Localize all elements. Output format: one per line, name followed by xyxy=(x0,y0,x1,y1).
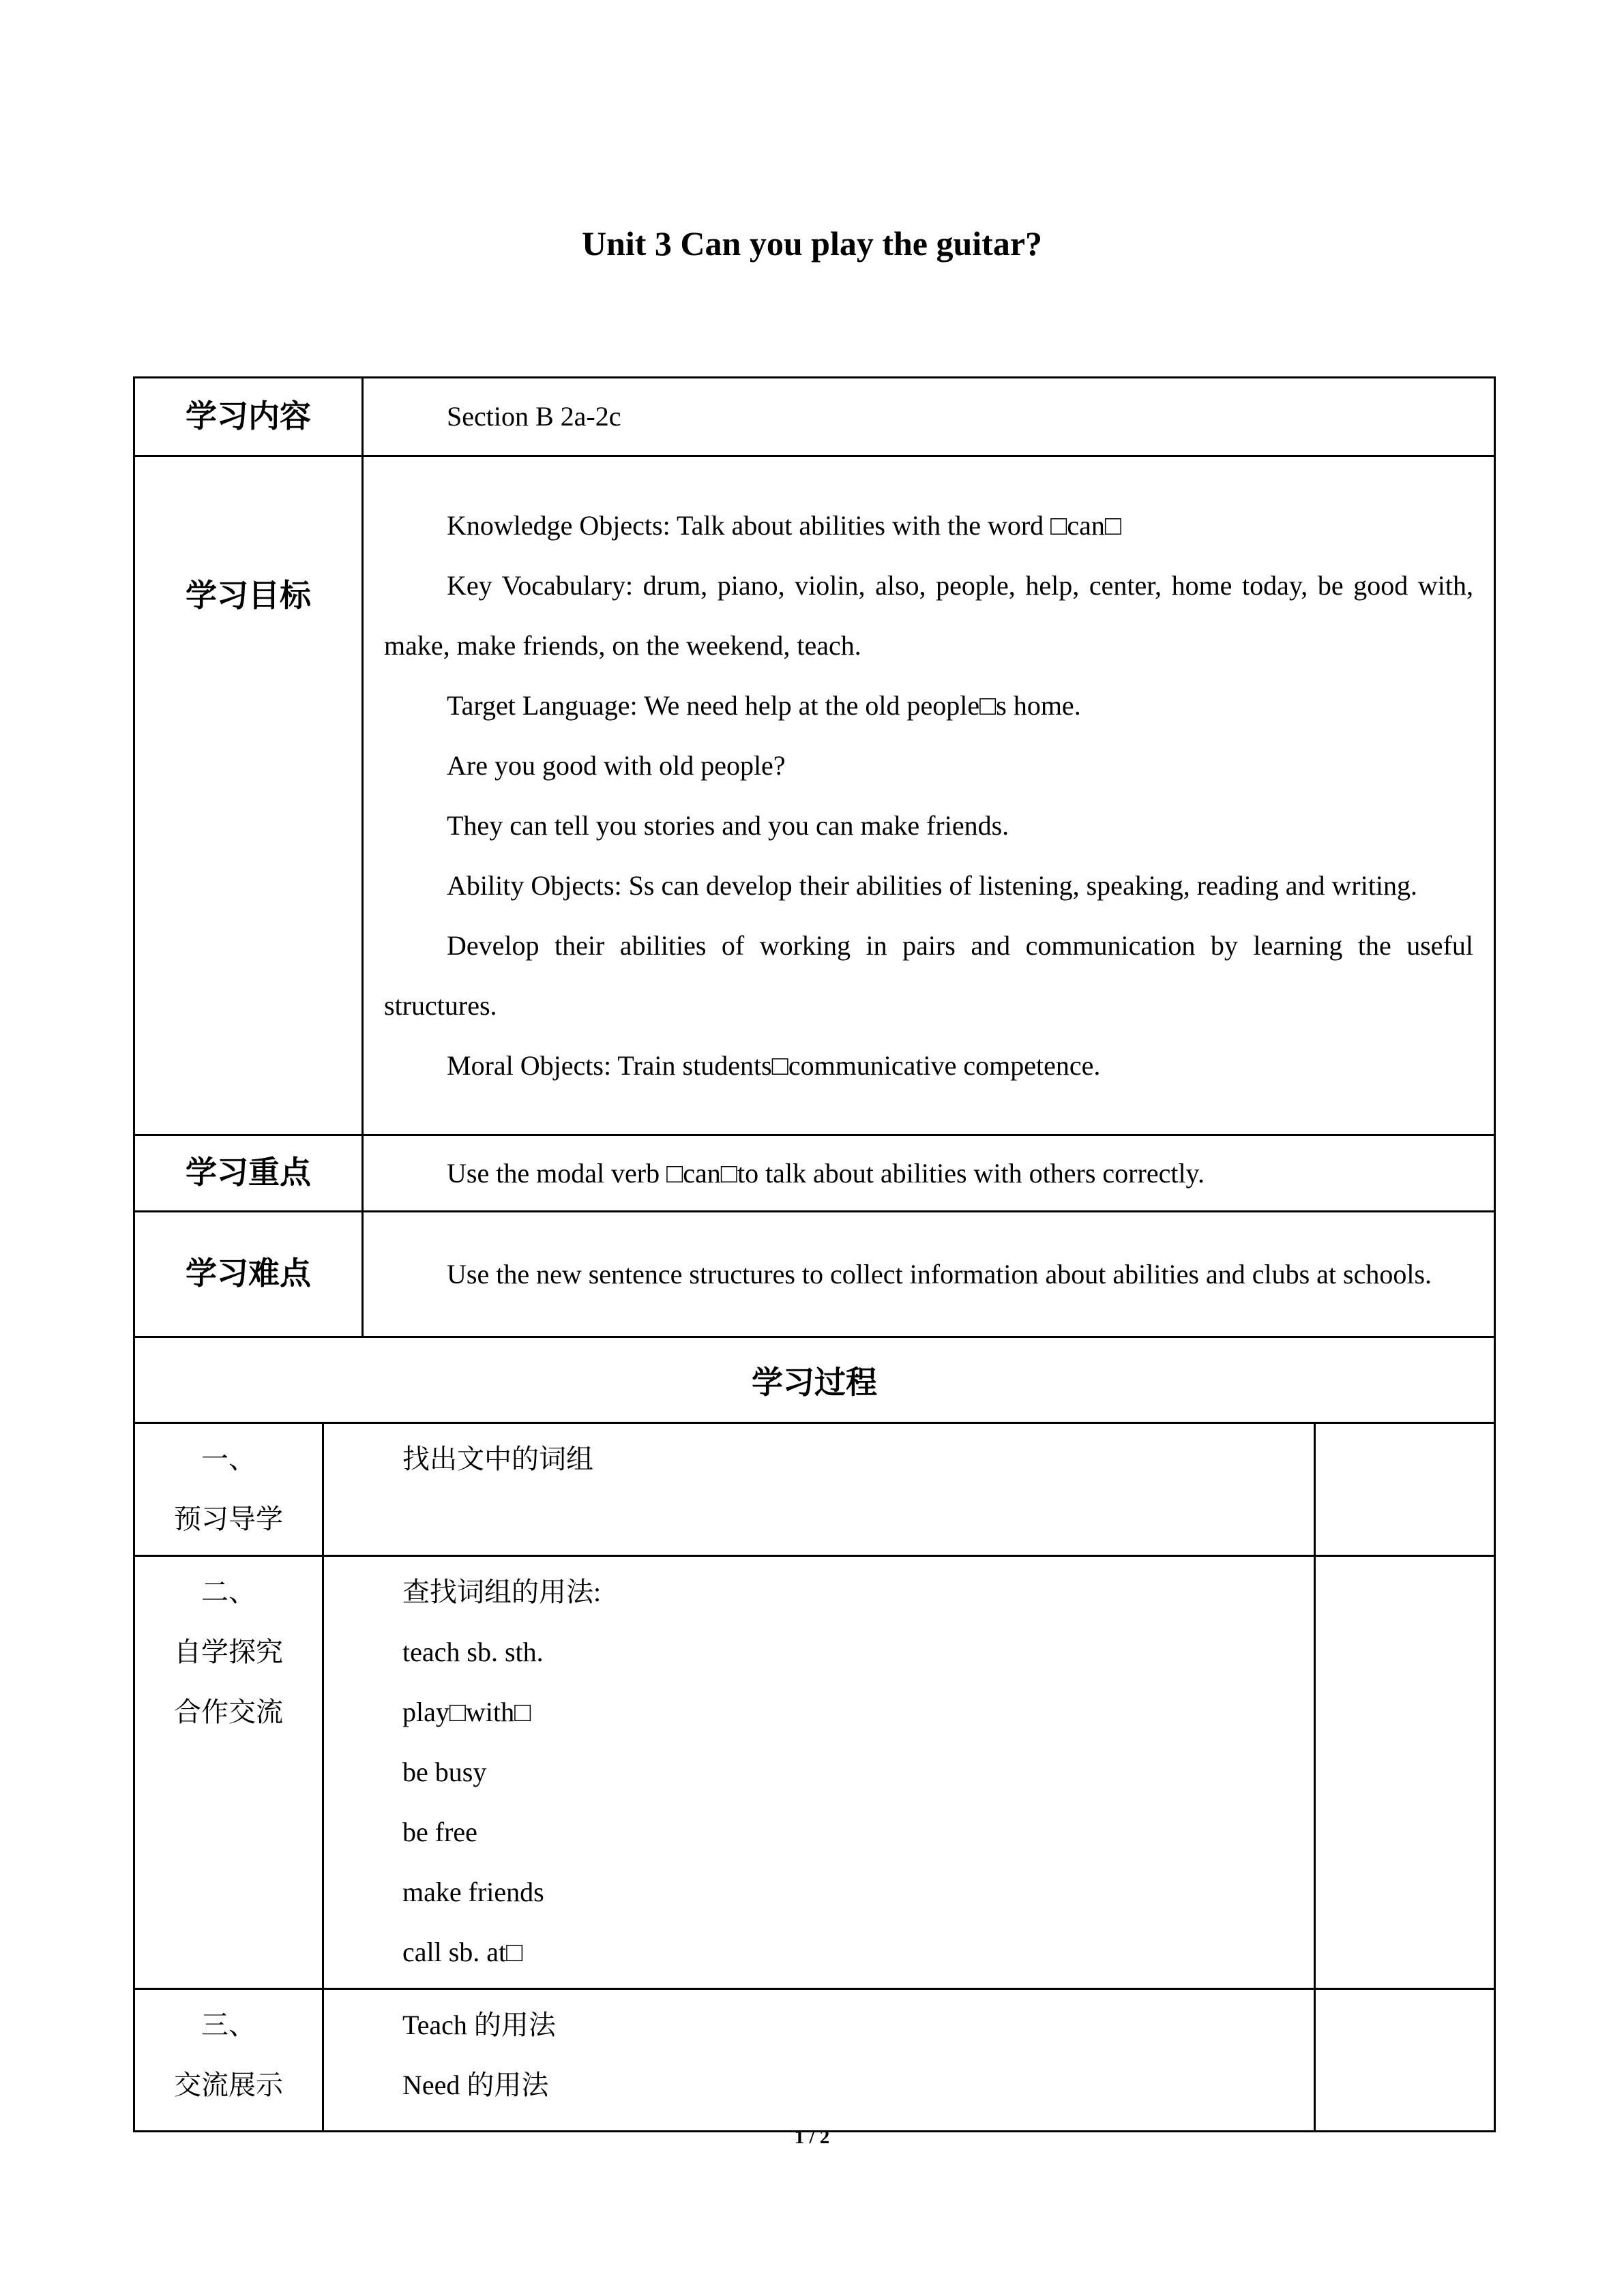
goals-paragraph: Moral Objects: Train students□communicative competence. xyxy=(447,1049,1101,1081)
process-content-line: 查找词组的用法: xyxy=(402,1577,602,1607)
process-content-line: teach sb. sth. xyxy=(402,1637,544,1667)
process-row-1-label xyxy=(134,1423,323,1556)
cell-difficult-points xyxy=(363,1212,1495,1337)
table-row-difficult-points xyxy=(134,1212,1495,1337)
process-label-line: 一、 xyxy=(201,1444,256,1474)
key-points-value: Use the modal verb □can□to talk about abilities with others correctly. xyxy=(447,1157,1205,1189)
process-label-line: 三、 xyxy=(201,2010,256,2040)
process-label-line: 交流展示 xyxy=(174,2070,283,2100)
goals-paragraph: They can tell you stories and you can make friends. xyxy=(447,809,1009,841)
page-number: 1 / 2 xyxy=(794,2126,830,2148)
process-row-1 xyxy=(134,1423,1495,1556)
process-row-3 xyxy=(134,1989,1495,2132)
difficult-points-value: Use the new sentence structures to collect information about abilities and clubs at schools. xyxy=(447,1258,1432,1289)
goals-paragraph: Knowledge Objects: Talk about abilities with the word □can□ xyxy=(447,509,1122,541)
cell-learning-goals xyxy=(363,456,1495,1135)
process-content-line: make friends xyxy=(402,1877,544,1907)
process-content-line: call sb. at□ xyxy=(402,1937,523,1967)
process-row-1-content xyxy=(323,1423,1315,1556)
process-content-line: be busy xyxy=(402,1757,487,1787)
process-row-2-content xyxy=(323,1556,1315,1989)
goals-paragraph: Ability Objects: Ss can develop their abilities of listening, speaking, reading and writing. xyxy=(447,869,1418,901)
process-row-2-label xyxy=(134,1556,323,1989)
process-label-line: 合作交流 xyxy=(174,1697,283,1727)
process-header: 学习过程 xyxy=(134,1337,1495,1423)
process-content-line: 找出文中的词组 xyxy=(402,1444,593,1474)
process-content-line: be free xyxy=(402,1817,477,1847)
table-row-key-points xyxy=(134,1135,1495,1212)
process-row-3-label xyxy=(134,1989,323,2132)
table-row-learning-content xyxy=(134,378,1495,456)
info-table xyxy=(133,376,1496,1424)
lesson-plan-table xyxy=(133,376,1494,2132)
process-row-2-notes xyxy=(1315,1556,1495,1989)
process-row-3-content xyxy=(323,1989,1315,2132)
goals-paragraph: Target Language: We need help at the old people□s home. xyxy=(447,689,1081,721)
process-content-line: Teach 的用法 xyxy=(402,2010,556,2040)
table-row-process-header xyxy=(134,1337,1495,1423)
process-label-line: 二、 xyxy=(201,1577,256,1607)
process-content-line: play□with□ xyxy=(402,1697,531,1727)
learning-content-value: Section B 2a-2c xyxy=(447,401,621,432)
document-title: Unit 3 Can you play the guitar? xyxy=(581,224,1043,263)
row-label-key-points: 学习重点 xyxy=(134,1135,363,1212)
goals-paragraph: Key Vocabulary: drum, piano, violin, also, people, help, center, home today, be good with, make, make friends, on the weekend, teach. xyxy=(384,569,1473,661)
cell-key-points xyxy=(363,1135,1495,1212)
row-label-difficult-points: 学习难点 xyxy=(134,1212,363,1337)
process-table xyxy=(133,1422,1496,2132)
process-row-3-notes xyxy=(1315,1989,1495,2132)
cell-learning-content xyxy=(363,378,1495,456)
process-row-2 xyxy=(134,1556,1495,1989)
process-row-1-notes xyxy=(1315,1423,1495,1556)
process-label-line: 自学探究 xyxy=(174,1637,283,1667)
table-row-learning-goals xyxy=(134,456,1495,1135)
goals-paragraph: Develop their abilities of working in pairs and communication by learning the useful structures. xyxy=(384,929,1473,1021)
row-label-learning-content: 学习内容 xyxy=(134,378,363,456)
process-content-line: Need 的用法 xyxy=(402,2070,549,2100)
row-label-learning-goals: 学习目标 xyxy=(134,456,363,1135)
goals-paragraph: Are you good with old people? xyxy=(447,749,786,781)
process-label-line: 预习导学 xyxy=(174,1504,283,1534)
